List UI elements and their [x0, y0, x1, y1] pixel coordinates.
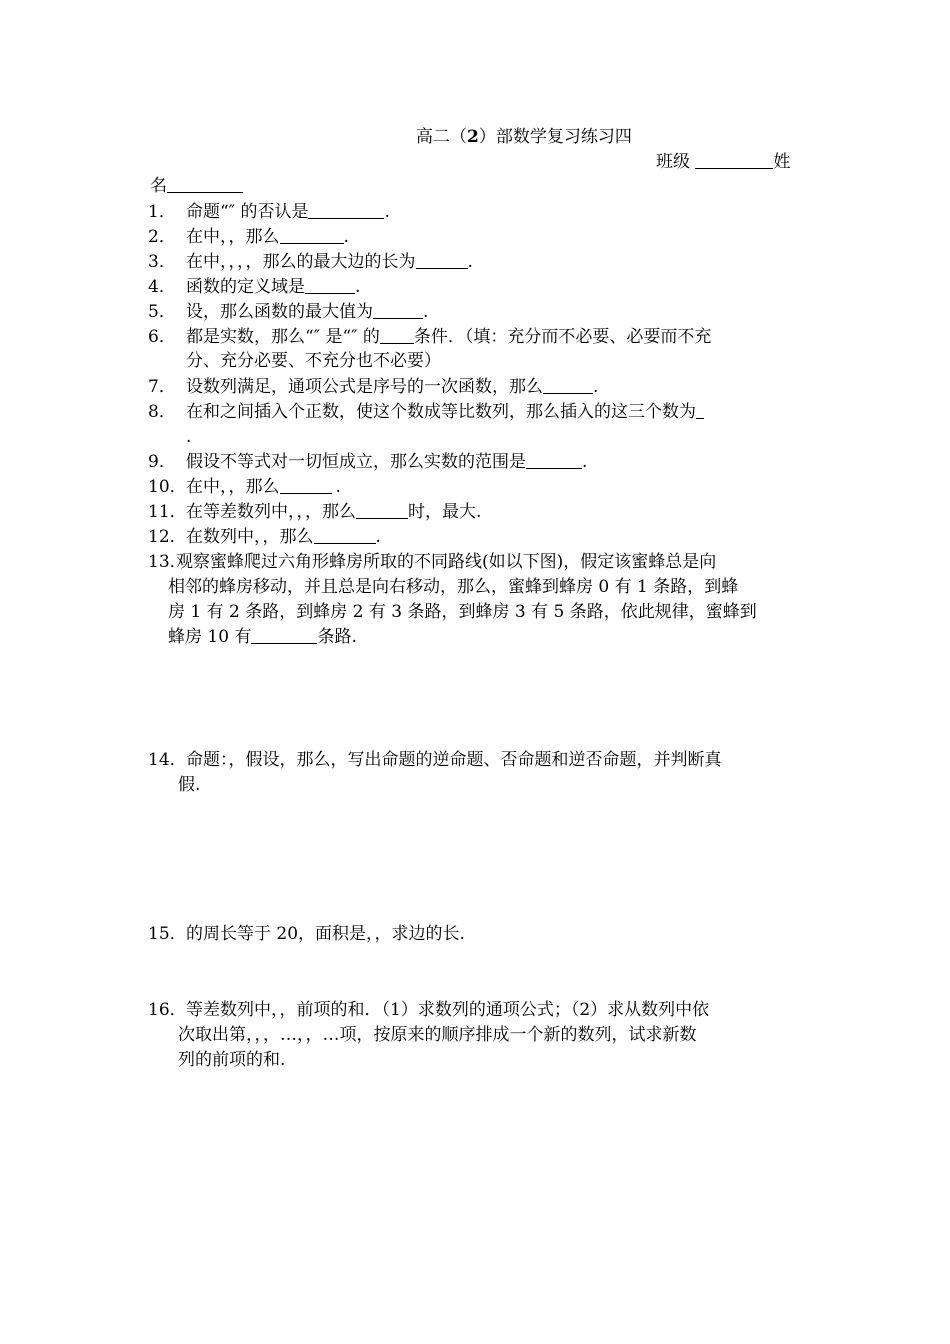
question-number: 13． — [148, 552, 187, 572]
title-part: ）部数学复习练习四 — [478, 127, 632, 147]
question-number: 11． — [148, 502, 187, 522]
question-text: . — [335, 477, 341, 497]
question-number: 9． — [148, 452, 176, 472]
question-number: 2． — [148, 227, 176, 247]
question-text: 函数的定义域是 — [186, 277, 305, 297]
page-title — [416, 125, 632, 149]
question-text: 命题“″ 的否认是 — [186, 202, 309, 222]
question-text: 时，最大. — [408, 502, 482, 522]
question-9 — [148, 450, 587, 474]
question-text: 假设不等式对一切恒成立，那么实数的范围是 — [186, 452, 526, 472]
question-6-cont: 分、充分必要、不充分也不必要） — [186, 351, 441, 371]
class-blank[interactable] — [695, 150, 773, 169]
question-4 — [148, 275, 360, 299]
question-text: 命题：，假设，那么，写出命题的逆命题、否命题和逆否命题，并判断真 — [186, 750, 722, 770]
title-part-bold: 2 — [467, 127, 479, 147]
question-text: 观察蜜蜂爬过六角形蜂房所取的不同路线(如以下图)，假定该蜜蜂总是向 — [176, 552, 717, 572]
question-3 — [148, 250, 473, 274]
question-text: . — [467, 252, 473, 272]
name-label-part: 名 — [150, 176, 167, 196]
question-text: . — [375, 527, 381, 547]
question-8 — [148, 400, 704, 424]
question-text: 的周长等于 20，面积是，，求边的长. — [186, 924, 465, 944]
question-number: 10． — [148, 477, 187, 497]
question-text: 在和之间插入个正数，使这个数成等比数列，那么插入的这三个数为 — [186, 402, 696, 422]
question-number: 6． — [148, 327, 176, 347]
question-14-cont: 假. — [178, 775, 201, 795]
question-number: 7． — [148, 377, 176, 397]
question-text: 在中，，那么 — [186, 227, 280, 247]
question-15 — [148, 922, 465, 946]
question-number: 14． — [148, 750, 187, 770]
answer-blank[interactable] — [696, 400, 704, 419]
question-text: . — [423, 302, 429, 322]
question-6 — [148, 325, 711, 349]
question-11 — [148, 500, 481, 524]
question-16-cont: 列的前项的和. — [178, 1050, 286, 1070]
answer-blank[interactable] — [373, 300, 423, 319]
name-label-part: 姓 — [773, 152, 791, 172]
question-13-cont — [168, 625, 357, 649]
question-text: 设数列满足，通项公式是序号的一次函数，那么 — [186, 377, 543, 397]
question-text: . — [343, 227, 349, 247]
question-number: 3． — [148, 252, 176, 272]
answer-blank[interactable] — [543, 375, 593, 394]
question-12 — [148, 525, 381, 549]
question-16-cont: 次取出第，，，…，，…项，按原来的顺序排成一个新的数列，试求新数 — [178, 1025, 697, 1045]
question-text: 在中，，那么 — [186, 477, 280, 497]
name-field — [150, 174, 243, 198]
question-8-cont: . — [186, 427, 192, 447]
class-name-field — [656, 150, 790, 174]
answer-blank[interactable] — [305, 275, 355, 294]
question-number: 15． — [148, 924, 187, 944]
question-1 — [148, 200, 390, 224]
question-text: 都是实数，那么“″ 是“″ 的 — [186, 327, 380, 347]
question-number: 12． — [148, 527, 187, 547]
answer-blank[interactable] — [356, 500, 408, 519]
answer-blank[interactable] — [280, 225, 344, 244]
question-13-cont: 相邻的蜂房移动，并且总是向右移动，那么，蜜蜂到蜂房 0 有 1 条路，到蜂 — [168, 577, 739, 597]
question-14 — [148, 748, 722, 772]
question-13-cont: 房 1 有 2 条路，到蜂房 2 有 3 条路，到蜂房 3 有 5 条路，依此规律，蜜蜂到 — [168, 602, 757, 622]
answer-blank[interactable] — [380, 325, 414, 344]
question-2 — [148, 225, 349, 249]
question-5 — [148, 300, 428, 324]
question-text: 在数列中，，那么 — [186, 527, 314, 547]
question-text: 在等差数列中，，，那么 — [186, 502, 356, 522]
answer-blank[interactable] — [251, 625, 317, 644]
question-text: 设，那么函数的最大值为 — [186, 302, 373, 322]
name-blank[interactable] — [167, 174, 243, 193]
question-text: 在中，，，，那么的最大边的长为 — [186, 252, 416, 272]
question-13 — [148, 550, 716, 574]
question-text: 等差数列中，，前项的和．（1）求数列的通项公式；（2）求从数列中依 — [186, 1000, 710, 1020]
answer-blank[interactable] — [280, 475, 332, 494]
question-16 — [148, 998, 709, 1022]
answer-blank[interactable] — [416, 250, 468, 269]
question-text: 条件．（填：充分而不必要、必要而不充 — [413, 327, 712, 347]
question-text: . — [582, 452, 588, 472]
question-number: 16． — [148, 1000, 187, 1020]
question-number: 5． — [148, 302, 176, 322]
question-number: 4． — [148, 277, 176, 297]
question-7 — [148, 375, 598, 399]
class-label: 班级 — [656, 152, 690, 172]
answer-blank[interactable] — [314, 525, 376, 544]
question-10 — [148, 475, 341, 499]
question-number: 1． — [148, 202, 176, 222]
answer-blank[interactable] — [526, 450, 582, 469]
question-text: . — [355, 277, 361, 297]
title-part: 高二（ — [416, 127, 467, 147]
question-text: . — [384, 202, 390, 222]
question-text: 条路. — [317, 627, 357, 647]
answer-blank[interactable] — [308, 200, 384, 219]
question-text: . — [593, 377, 599, 397]
question-text: 蜂房 10 有 — [168, 627, 252, 647]
question-number: 8． — [148, 402, 176, 422]
